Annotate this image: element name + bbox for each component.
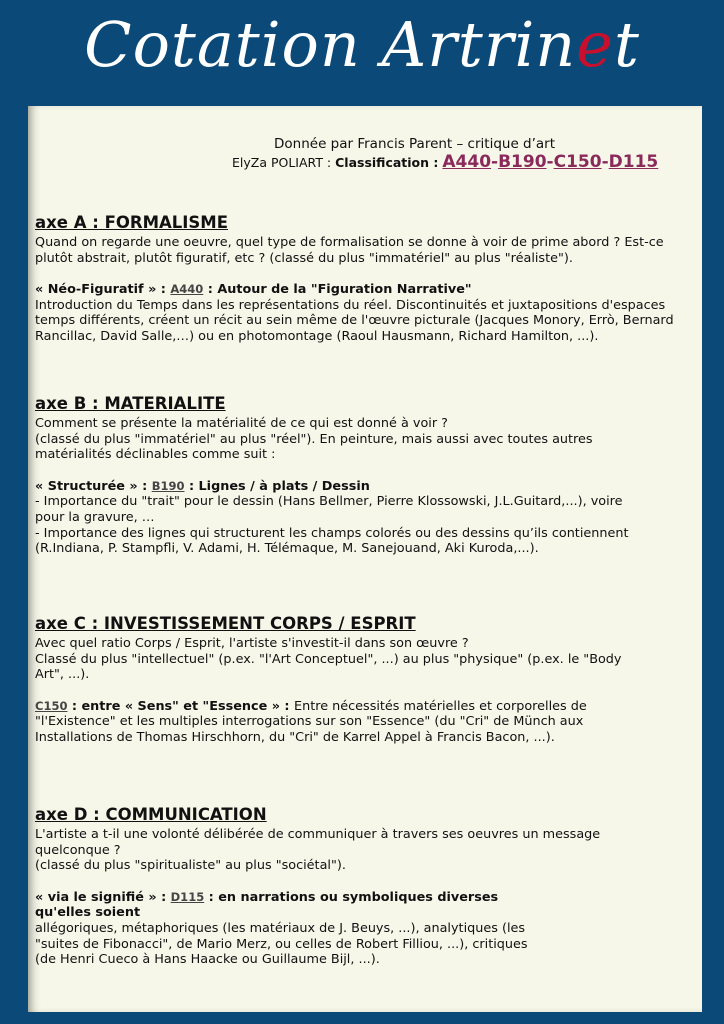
axe-a-title: axe A : FORMALISME xyxy=(35,213,228,232)
axe-a-sub-text: Introduction du Temps dans les représentations du réel. Discontinuités et juxtapositions d'espaces temps différents, créent un récit au sein même de l'œuvre picturale (Jacques Monory, Errò, Bernard Rancillac, David Salle,…) ou en photomontage (Raoul Hausmann, Richard Hamilton, ...). xyxy=(35,297,674,344)
code-separator: - xyxy=(601,152,609,172)
axe-d-sub-title: : en narrations ou symboliques diverses qu'elles soient xyxy=(35,889,499,921)
axe-b-section xyxy=(35,395,695,557)
axe-a-sub-prefix: « Néo-Figuratif » : xyxy=(35,282,171,298)
axe-c-title: axe C : INVESTISSEMENT CORPS / ESPRIT xyxy=(35,614,416,633)
code-link-b[interactable]: B190 xyxy=(498,152,547,172)
axe-b-code-link[interactable]: B190 xyxy=(151,478,185,493)
axe-c-code-link[interactable]: C150 xyxy=(35,698,68,713)
header-banner xyxy=(0,0,724,108)
content-panel xyxy=(28,106,702,1012)
code-separator: - xyxy=(546,152,554,172)
axe-c-sub-title: : entre « Sens" et "Essence » : xyxy=(67,698,294,714)
axe-a-code-link[interactable]: A440 xyxy=(170,282,204,297)
axe-b-subheading xyxy=(35,479,695,495)
code-link-c[interactable]: C150 xyxy=(553,152,602,172)
axe-d-code-link[interactable]: D115 xyxy=(170,889,205,904)
axe-b-title: axe B : MATERIALITE xyxy=(35,394,226,413)
logo-text: Cotation Artrin xyxy=(84,8,577,81)
axe-a-sub-title: : Autour de la "Figuration Narrative" xyxy=(203,282,472,298)
logo-text-end: t xyxy=(613,8,640,81)
axe-b-sub-title: : Lignes / à plats / Dessin xyxy=(184,478,370,494)
axe-d-title: axe D : COMMUNICATION xyxy=(35,805,267,824)
axe-d-sub-text: allégoriques, métaphoriques (les matériaux de J. Beuys, ...), analytiques (les "suites de Fibonacci", de Mario Merz, ou celles de Robert Filliou, ...), critiques (de Henri Cueco à Hans Haacke ou Guillaume Bijl, ...). xyxy=(35,920,528,968)
axe-c-subheading xyxy=(35,699,695,715)
code-link-a[interactable]: A440 xyxy=(442,152,492,172)
axe-b-sub-prefix: « Structurée » : xyxy=(35,478,152,494)
classification-row xyxy=(232,152,658,172)
axe-a-section xyxy=(35,214,695,345)
axe-c-section xyxy=(35,615,695,746)
axe-d-intro: L'artiste a t-il une volonté délibérée de communiquer à travers ses oeuvres un message quelconque ? (classé du plus "spiritualiste" au plus "sociétal"). xyxy=(35,827,601,874)
classification-label: Classification : xyxy=(335,155,439,170)
axe-d-section xyxy=(35,806,695,968)
axe-a-intro: Quand on regarde une oeuvre, quel type de formalisation se donne à voir de prime abord ? Est-ce plutôt abstrait, plutôt figuratif, etc ? (classé du plus "immatériel" au plus "réaliste"). xyxy=(35,235,664,266)
logo-red-letter: e xyxy=(576,8,614,81)
axe-b-intro: Comment se présente la matérialité de ce qui est donné à voir ? (classé du plus "immatériel" au plus "réel"). En peinture, mais aussi avec toutes autres matérialités déclinables comme suit : xyxy=(35,416,593,463)
axe-c-intro: Avec quel ratio Corps / Esprit, l'artiste s'investit-il dans son œuvre ? Classé du plus "intellectuel" (p.ex. "l'Art Conceptuel", ...) au plus "physique" (p.ex. le "Body Art", ...). xyxy=(35,636,622,683)
code-link-d[interactable]: D115 xyxy=(608,152,659,172)
credit-line: Donnée par Francis Parent – critique d’art xyxy=(274,136,556,152)
axe-c-sub-text: "l'Existence" et les multiples interrogations sur son "Essence" (du "Cri" de Münch aux Installations de Thomas Hirschhorn, du "Cri" de Karrel Appel à Francis Bacon, ...). xyxy=(35,714,584,745)
axe-d-subheading xyxy=(35,890,695,921)
author-name: ElyZa POLIART : xyxy=(232,155,332,170)
code-separator: - xyxy=(491,152,499,172)
site-logo[interactable] xyxy=(0,8,724,81)
axe-b-sub-text: - Importance du "trait" pour le dessin (Hans Bellmer, Pierre Klossowski, J.L.Guitard,...), voire pour la gravure, … - Importance des lignes qui structurent les champs colorés ou des dessins qu’ils contiennent (R.Indiana, P. Stampfli, V. Adami, H. Télémaque, M. Sanejouand, Aki Kuroda,...). xyxy=(35,494,629,557)
axe-d-sub-prefix: « via le signifié » : xyxy=(35,889,171,905)
axe-c-sub-inline: Entre nécessités matérielles et corporelles de xyxy=(294,698,587,714)
axe-a-subheading xyxy=(35,282,695,298)
